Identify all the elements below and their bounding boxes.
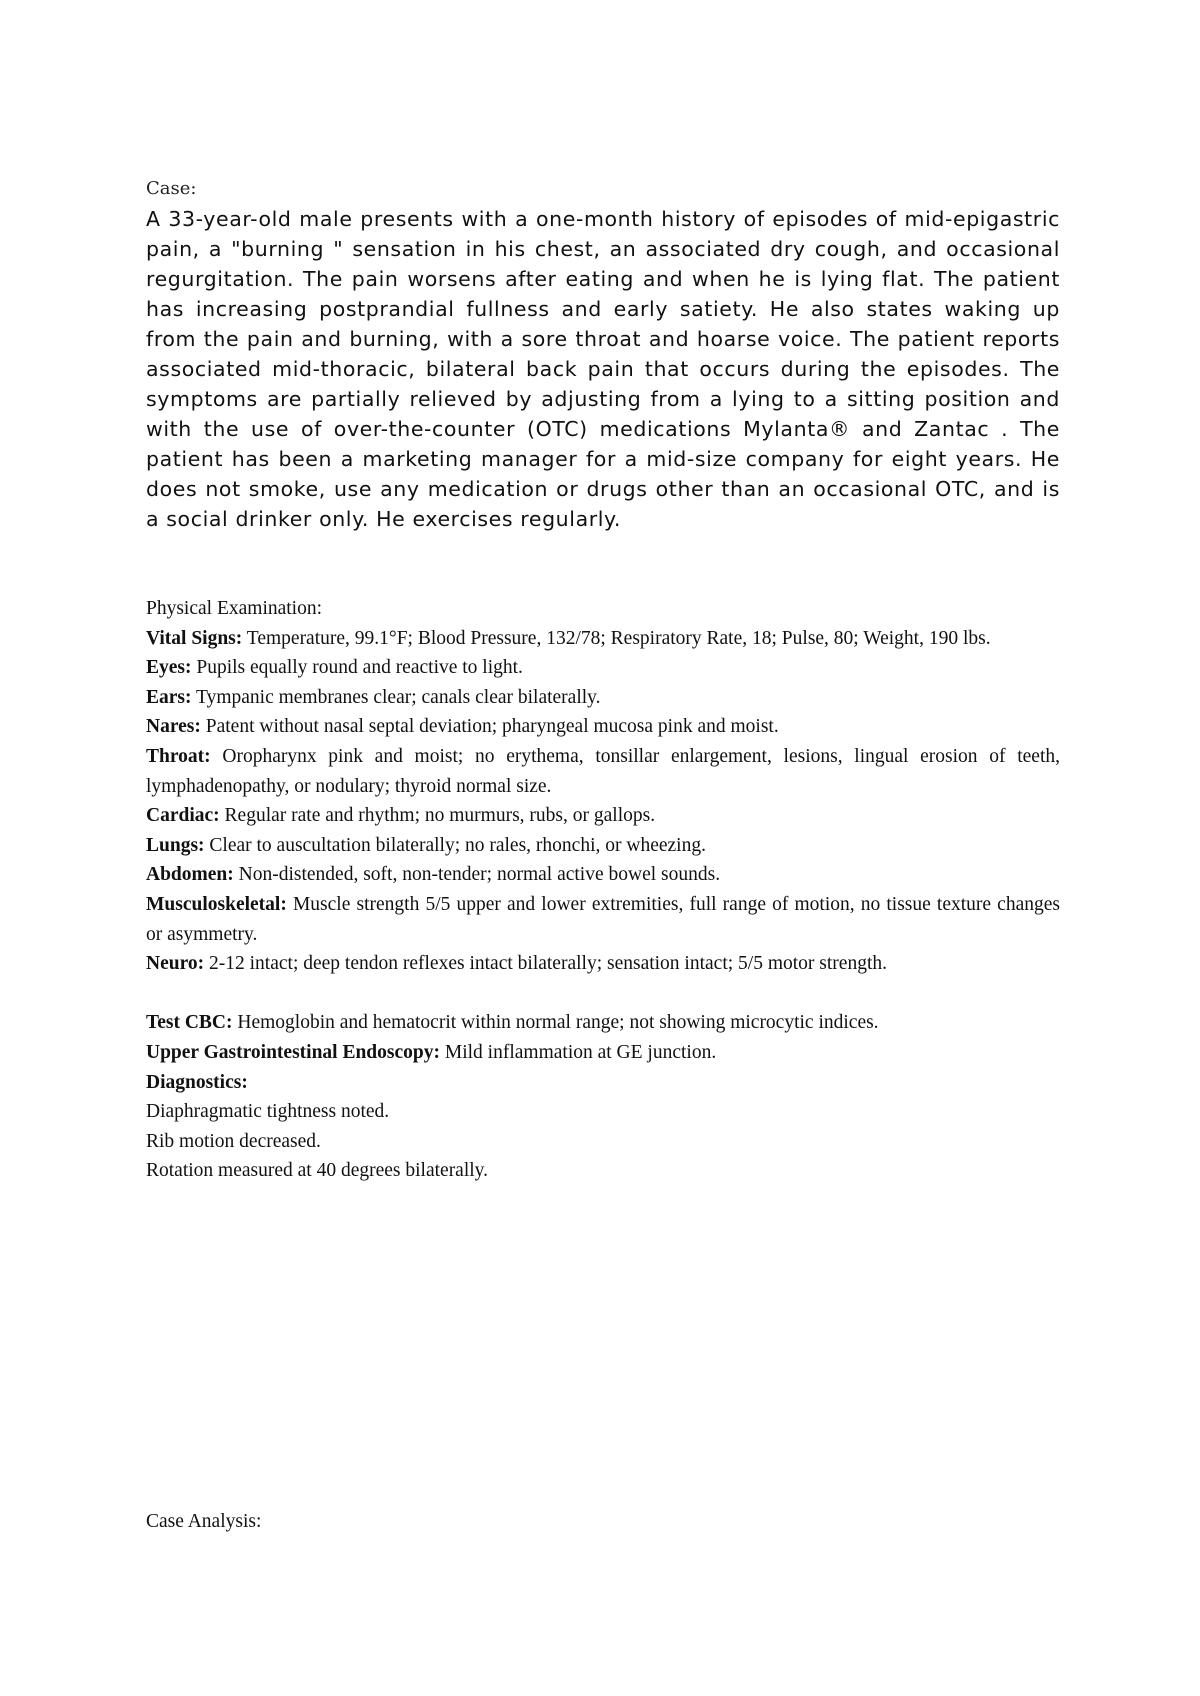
exam-text: 2-12 intact; deep tendon reflexes intact bilaterally; sensation intact; 5/5 motor strength. [204, 953, 887, 975]
exam-text: Patent without nasal septal deviation; pharyngeal mucosa pink and moist. [200, 716, 779, 738]
diagnostics-line: Rib motion decreased. [146, 1130, 321, 1152]
exam-item-abdomen [146, 860, 1060, 890]
exam-item-throat [146, 742, 1060, 801]
exam-item-eyes [146, 653, 1060, 683]
exam-item-neuro [146, 949, 1060, 979]
exam-text: Clear to auscultation bilaterally; no rales, rhonchi, or wheezing. [204, 834, 706, 856]
diagnostics-heading [146, 1068, 1060, 1098]
exam-label: Ears: [146, 686, 192, 708]
diagnostics-line: Rotation measured at 40 degrees bilaterally. [146, 1160, 489, 1182]
exam-label: Abdomen: [146, 864, 234, 886]
physical-exam-section [146, 594, 1060, 1186]
exam-item-vital-signs [146, 624, 1060, 654]
exam-label: Neuro: [146, 953, 205, 975]
test-label: Upper Gastrointestinal Endoscopy: [146, 1041, 440, 1063]
exam-item-cardiac [146, 801, 1060, 831]
exam-label: Eyes: [146, 657, 192, 679]
test-cbc [146, 1008, 1060, 1038]
section-spacer [146, 979, 1060, 1009]
exam-text: Pupils equally round and reactive to light. [191, 657, 523, 679]
test-text: Hemoglobin and hematocrit within normal range; not showing microcytic indices. [232, 1012, 879, 1034]
case-analysis-heading: Case Analysis: [146, 1511, 262, 1532]
exam-item-ears [146, 683, 1060, 713]
exam-text: Muscle strength 5/5 upper and lower extremities, full range of motion, no tissue texture changes or asymmetry. [146, 893, 1060, 945]
test-endoscopy [146, 1038, 1060, 1068]
exam-label: Throat: [146, 745, 211, 767]
diagnostics-line: Diaphragmatic tightness noted. [146, 1101, 390, 1123]
test-label: Test CBC: [146, 1012, 233, 1034]
physical-exam-heading: Physical Examination: [146, 598, 323, 619]
exam-item-lungs [146, 831, 1060, 861]
exam-label: Musculoskeletal: [146, 893, 287, 915]
diagnostics-label: Diagnostics: [146, 1071, 248, 1093]
exam-text: Oropharynx pink and moist; no erythema, tonsillar enlargement, lesions, lingual erosion of teeth, lymphadenopathy, or nodulary; thyroid normal size. [146, 745, 1060, 797]
exam-text: Regular rate and rhythm; no murmurs, rubs, or gallops. [219, 805, 656, 827]
exam-text: Tympanic membranes clear; canals clear bilaterally. [191, 686, 601, 708]
exam-label: Nares: [146, 716, 201, 738]
case-heading: Case: [146, 178, 197, 199]
case-description: A 33-year-old male presents with a one-month history of episodes of mid-epigastric pain, a "burning " sensation in his chest, an associated dry cough, and occasional regurgitation. The pain worsens after eating and when he is lying flat. The patient has increasing postprandial fullness and early satiety. He also states waking up from the pain and burning, with a sore throat and hoarse voice. The patient reports associated mid-thoracic, bilateral back pain that occurs during the episodes. The symptoms are partially relieved by adjusting from a lying to a sitting position and with the use of over-the-counter (OTC) medications Mylanta® and Zantac . The patient has been a marketing manager for a mid-size company for eight years. He does not smoke, use any medication or drugs other than an occasional OTC, and is a social drinker only. He exercises regularly. [146, 207, 1060, 531]
exam-item-nares [146, 712, 1060, 742]
exam-text: Temperature, 99.1°F; Blood Pressure, 132/78; Respiratory Rate, 18; Pulse, 80; Weight, 190 lbs. [242, 627, 991, 649]
test-text: Mild inflammation at GE junction. [440, 1041, 717, 1063]
exam-item-musculoskeletal [146, 890, 1060, 949]
exam-text: Non-distended, soft, non-tender; normal active bowel sounds. [233, 864, 721, 886]
exam-label: Lungs: [146, 834, 205, 856]
exam-label: Cardiac: [146, 805, 220, 827]
exam-label: Vital Signs: [146, 627, 243, 649]
